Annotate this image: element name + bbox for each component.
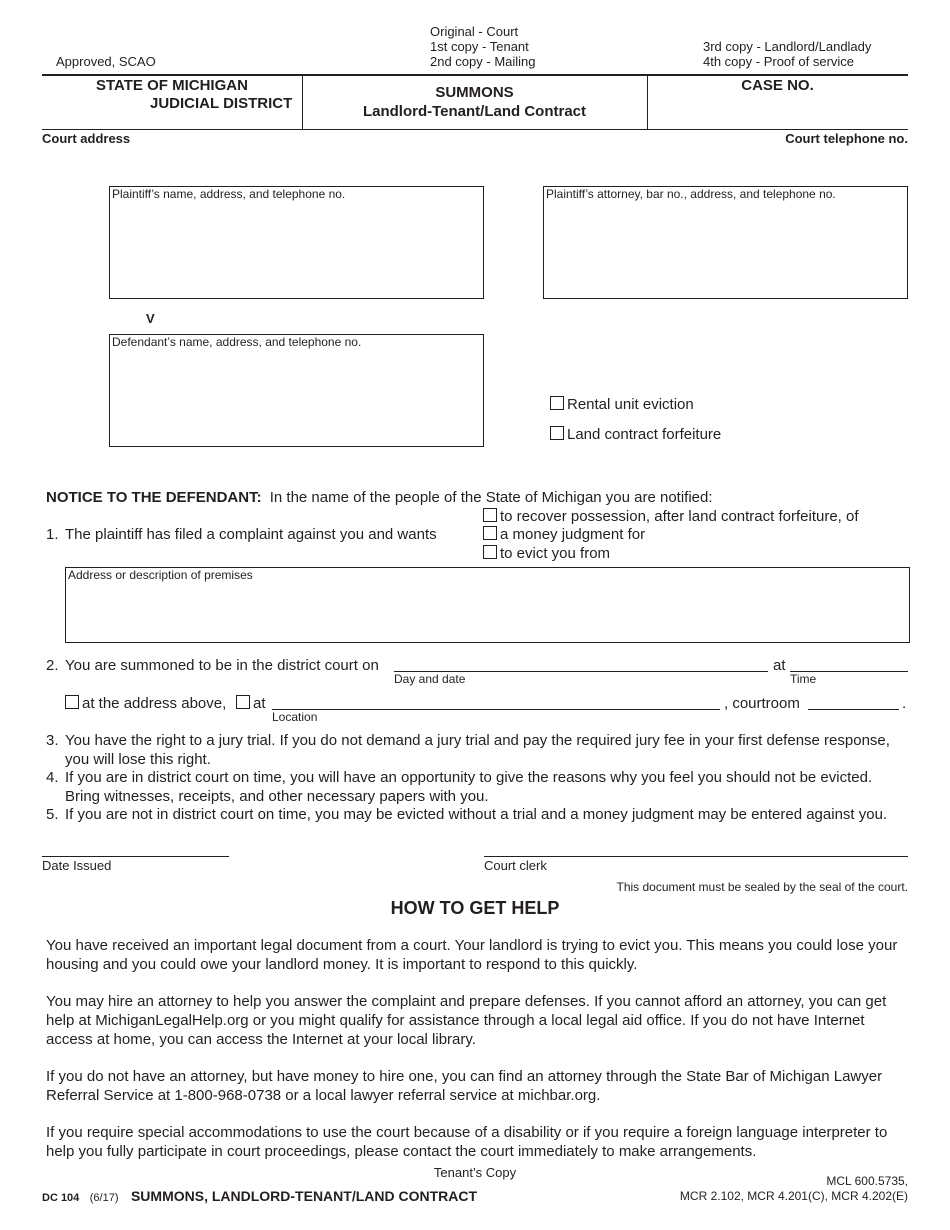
- date-issued-label: Date Issued: [42, 858, 112, 873]
- citation-mcl: MCL 600.5735,: [826, 1174, 908, 1188]
- form-revision: (6/17): [89, 1192, 119, 1204]
- courtroom-line[interactable]: [808, 709, 899, 710]
- copy-label: Tenant’s Copy: [433, 1165, 517, 1180]
- item2-text: You are summoned to be in the district court on: [65, 657, 379, 674]
- seal-note: This document must be sealed by the seal of the court.: [616, 880, 908, 894]
- form-title: SUMMONS: [435, 84, 514, 101]
- rental-eviction-label: Rental unit eviction: [567, 396, 694, 413]
- land-contract-checkbox[interactable]: [550, 426, 564, 440]
- option-land-contract[interactable]: [550, 425, 721, 444]
- rental-eviction-checkbox[interactable]: [550, 396, 564, 410]
- premises-label: Address or description of premises: [68, 568, 253, 582]
- address-above-option[interactable]: [65, 694, 226, 713]
- defendant-field[interactable]: [109, 334, 484, 447]
- plaintiff-label: Plaintiff’s name, address, and telephone no.: [112, 187, 346, 201]
- plaintiff-field[interactable]: [109, 186, 484, 299]
- copy-first: 1st copy - Tenant: [430, 39, 529, 54]
- copy-distribution-right: [703, 39, 871, 69]
- item4-number: 4.: [46, 769, 59, 786]
- evict-label: to evict you from: [500, 545, 611, 562]
- district-label: JUDICIAL DISTRICT: [150, 95, 293, 112]
- court-clerk-label: Court clerk: [484, 858, 547, 873]
- recover-possession-checkbox[interactable]: [483, 508, 497, 522]
- other-location-option[interactable]: [236, 694, 266, 713]
- item3-text: You have the right to a jury trial. If you do not demand a jury trial and pay the required jury fee in your first defense response, you will lose this right.: [65, 732, 890, 768]
- court-telephone-label: Court telephone no.: [785, 131, 908, 146]
- other-location-at-label: at: [253, 695, 266, 712]
- versus-label: V: [146, 311, 155, 326]
- address-above-checkbox[interactable]: [65, 695, 79, 709]
- item4-text: If you are in district court on time, you will have an opportunity to give the reasons why you feel you should not be evicted. Bring witnesses, receipts, and other necessary papers with you.: [65, 769, 873, 805]
- money-judgment-checkbox[interactable]: [483, 526, 497, 540]
- court-address-label: Court address: [42, 131, 131, 146]
- notice-intro: In the name of the people of the State of Michigan you are notified:: [269, 489, 713, 506]
- plaintiff-attorney-label: Plaintiff’s attorney, bar no., address, and telephone no.: [546, 187, 836, 201]
- help-paragraph-2: You may hire an attorney to help you answer the complaint and prepare defenses. If you cannot afford an attorney, you can get help at MichiganLegalHelp.org or you might qualify for assistance through a local legal aid office. If you do not have Internet access at home, you can access the Internet at your local library.: [46, 993, 887, 1048]
- footer-form-title: SUMMONS, LANDLORD-TENANT/LAND CONTRACT: [130, 1188, 478, 1204]
- header-divider-left: [302, 74, 303, 130]
- plaintiff-attorney-field[interactable]: [543, 186, 908, 299]
- option-rental-eviction[interactable]: [550, 395, 694, 414]
- time-label: Time: [790, 672, 817, 686]
- form-number: DC 104: [42, 1192, 80, 1204]
- copy-second: 2nd copy - Mailing: [430, 54, 536, 69]
- land-contract-label: Land contract forfeiture: [567, 426, 722, 443]
- item1-number: 1.: [46, 526, 59, 543]
- defendant-label: Defendant’s name, address, and telephone no.: [112, 335, 362, 349]
- item1-option-recover[interactable]: [483, 507, 859, 526]
- item3-number: 3.: [46, 732, 59, 749]
- help-paragraph-3: If you do not have an attorney, but have money to hire one, you can find an attorney through the State Bar of Michigan Lawyer Referral Service at 1-800-968-0738 or a local lawyer referral service at michbar.org.: [46, 1068, 883, 1104]
- form-subtitle: Landlord-Tenant/Land Contract: [362, 103, 587, 120]
- item1-option-money[interactable]: [483, 525, 645, 544]
- header-top-rule: [42, 74, 908, 76]
- item1-text: The plaintiff has filed a complaint against you and wants: [65, 526, 437, 543]
- item5-number: 5.: [46, 806, 59, 823]
- item1-option-evict[interactable]: [483, 544, 610, 563]
- approved-label: Approved, SCAO: [56, 54, 156, 69]
- other-location-checkbox[interactable]: [236, 695, 250, 709]
- citation-mcr: MCR 2.102, MCR 4.201(C), MCR 4.202(E): [679, 1189, 908, 1203]
- location-line[interactable]: [272, 709, 720, 710]
- copy-fourth: 4th copy - Proof of service: [703, 54, 855, 69]
- day-date-label: Day and date: [394, 672, 466, 686]
- notice-heading: NOTICE TO THE DEFENDANT:: [46, 489, 262, 506]
- location-label: Location: [272, 710, 318, 724]
- help-heading: HOW TO GET HELP: [390, 898, 560, 918]
- header-bottom-rule: [42, 129, 908, 130]
- copy-distribution-center: [430, 24, 536, 69]
- copy-original: Original - Court: [430, 24, 519, 39]
- help-paragraph-4: If you require special accommodations to use the court because of a disability or if you require a foreign language interpreter to help you fully participate in court proceedings, please contact the court immediately to make arrangements.: [46, 1124, 888, 1160]
- item2-at: at: [773, 657, 786, 674]
- case-number-label: CASE NO.: [741, 77, 814, 94]
- premises-field[interactable]: [65, 567, 910, 643]
- item2-number: 2.: [46, 657, 59, 674]
- item5-text: If you are not in district court on time, you may be evicted without a trial and a money judgment may be entered against you.: [65, 806, 888, 823]
- recover-possession-label: to recover possession, after land contract forfeiture, of: [500, 508, 859, 525]
- date-issued-line[interactable]: [42, 856, 229, 857]
- money-judgment-label: a money judgment for: [500, 526, 646, 543]
- copy-third: 3rd copy - Landlord/Landlady: [703, 39, 872, 54]
- help-paragraph-1: You have received an important legal document from a court. Your landlord is trying to evict you. This means you could lose your housing and you could owe your landlord money. It is important to respond to this quickly.: [46, 937, 898, 973]
- form-footer-id: [42, 1188, 477, 1206]
- address-above-label: at the address above,: [82, 695, 227, 712]
- notice-heading-line: [46, 488, 713, 507]
- citations: [680, 1174, 908, 1204]
- evict-checkbox[interactable]: [483, 545, 497, 559]
- court-clerk-line[interactable]: [484, 856, 908, 857]
- courtroom-label: , courtroom: [724, 695, 800, 712]
- item2-period: .: [902, 695, 907, 712]
- state-label: STATE OF MICHIGAN: [96, 77, 248, 94]
